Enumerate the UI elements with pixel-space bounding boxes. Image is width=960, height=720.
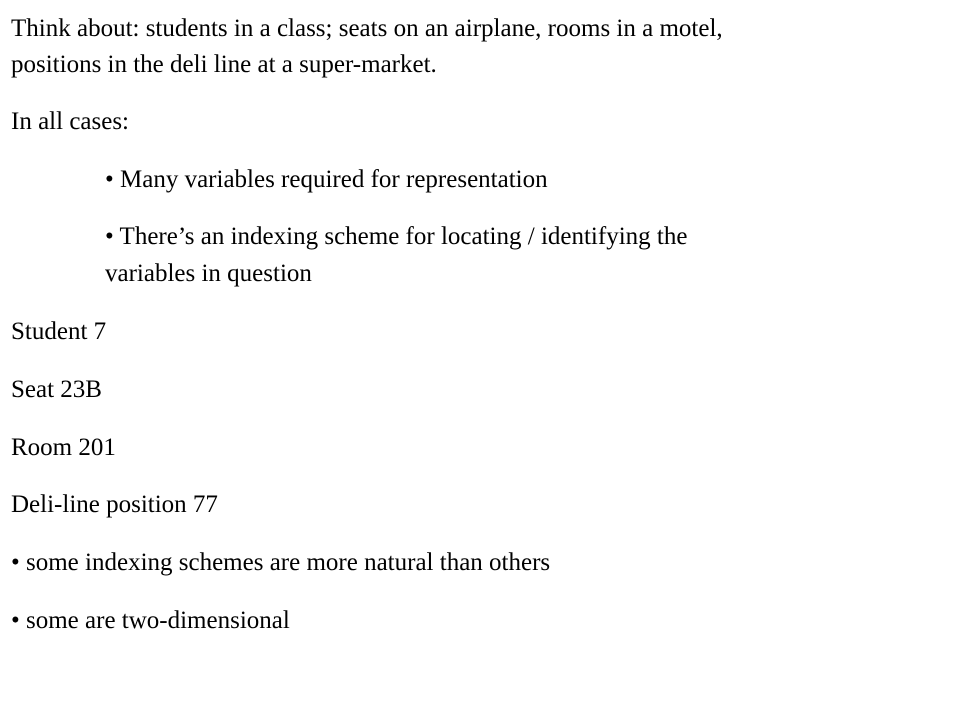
example-deli-line: Deli-line position 77 (11, 491, 218, 518)
note-natural-schemes: • some indexing schemes are more natural than others (11, 549, 551, 576)
intro-text-line-1: Think about: students in a class; seats on an airplane, rooms in a motel, (11, 15, 723, 42)
example-student: Student 7 (11, 318, 107, 345)
example-seat: Seat 23B (11, 376, 102, 403)
example-room: Room 201 (11, 434, 116, 461)
cases-heading: In all cases: (11, 108, 130, 135)
note-two-dimensional: • some are two-dimensional (11, 607, 290, 634)
bullet-many-variables: • Many variables required for representation (105, 166, 548, 193)
bullet-indexing-scheme-line-1: • There’s an indexing scheme for locating / identifying the (105, 223, 688, 250)
bullet-indexing-scheme-line-2: variables in question (105, 260, 312, 287)
intro-text-line-2: positions in the deli line at a super-market. (11, 51, 437, 78)
